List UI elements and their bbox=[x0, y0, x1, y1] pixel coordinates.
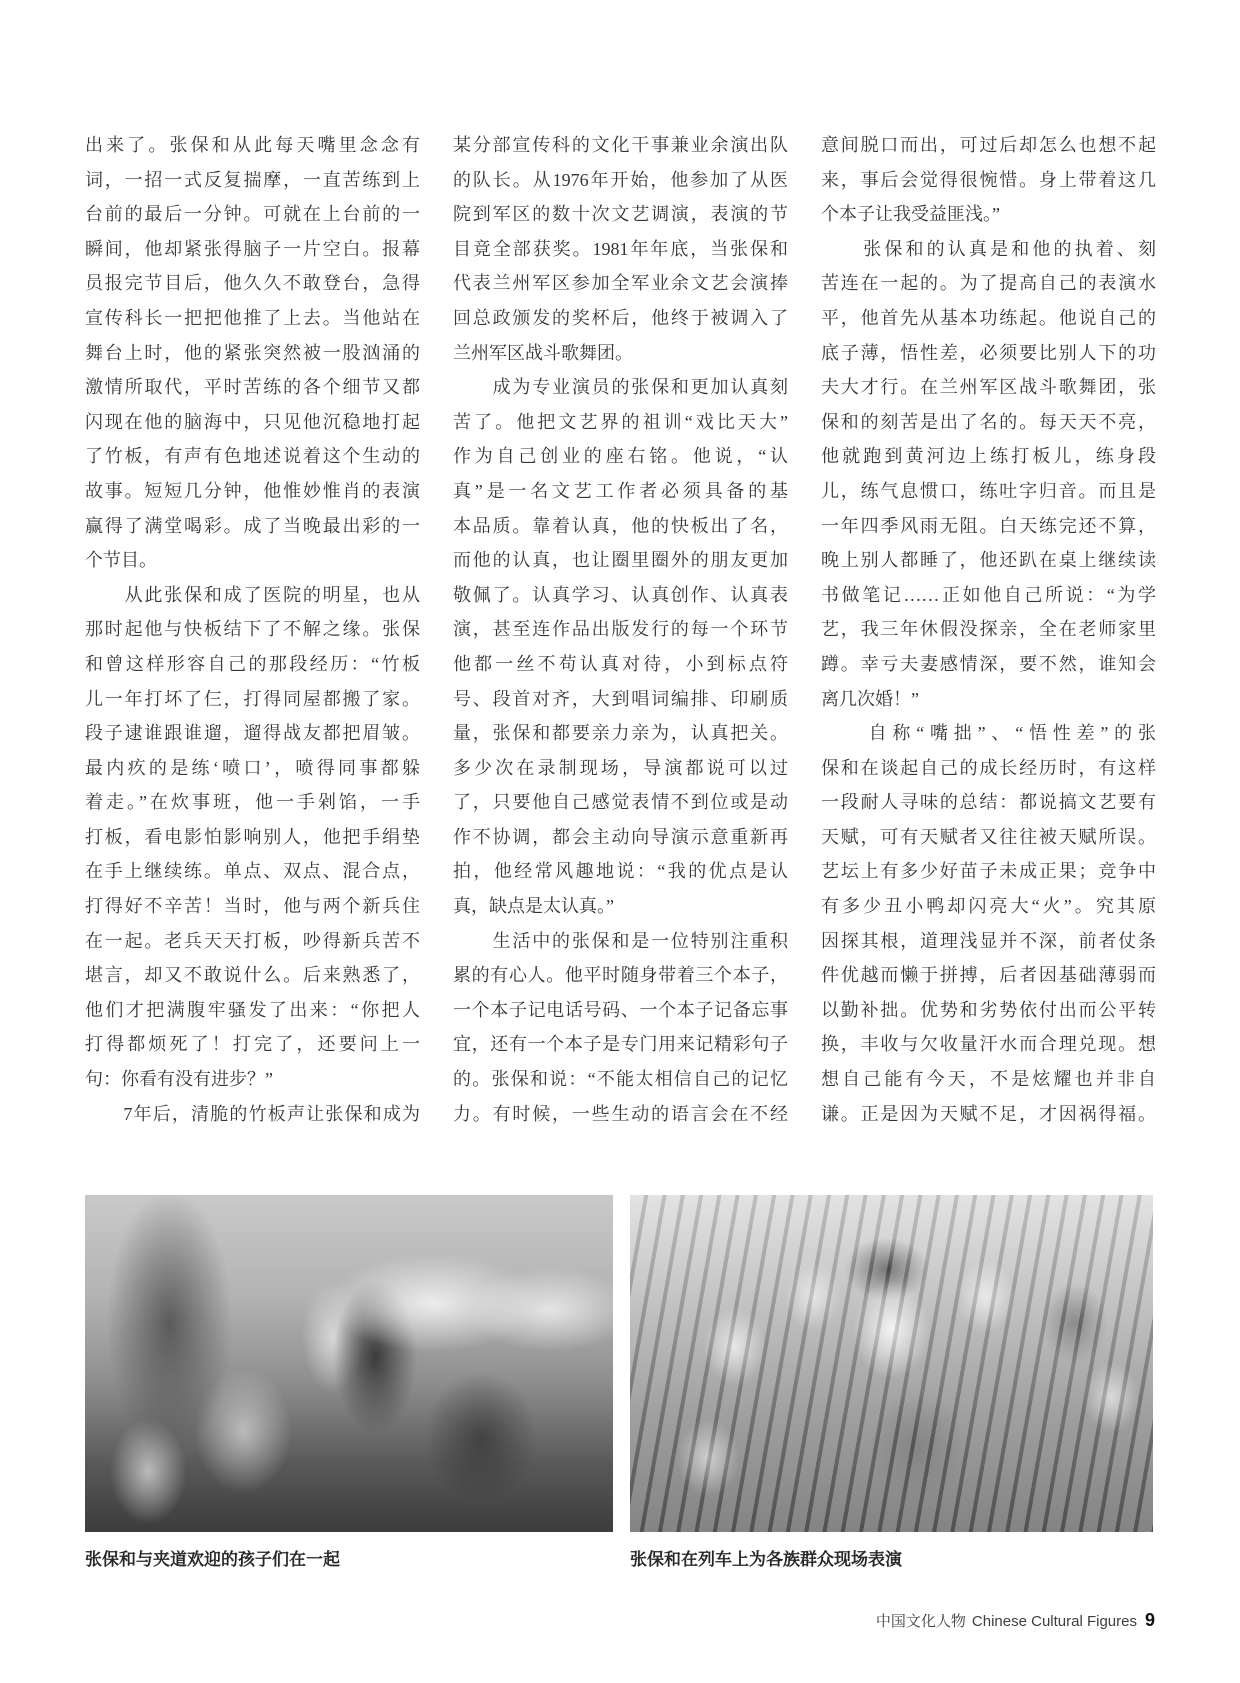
photo-caption-left: 张保和与夹道欢迎的孩子们在一起 bbox=[85, 1550, 340, 1569]
text-line: 那时起他与快板结下了不解之缘。张保 bbox=[85, 619, 420, 640]
page-footer bbox=[876, 1610, 1155, 1631]
text-line: 号、段首对齐，大到唱词编排、印刷质 bbox=[453, 688, 788, 709]
text-line: 院到军区的数十次文艺调演，表演的节 bbox=[453, 204, 788, 225]
text-line: 作不协调，都会主动向导演示意重新再 bbox=[453, 826, 788, 847]
text-line: 出来了。张保和从此每天嘴里念念有 bbox=[85, 135, 420, 155]
text-line: 一年四季风雨无阻。白天练完还不算， bbox=[821, 515, 1156, 536]
text-line: 儿，练气息惯口，练吐字归音。而且是 bbox=[821, 480, 1156, 501]
text-line: 本品质。靠着认真，他的快板出了名， bbox=[453, 515, 788, 536]
text-line: 书做笔记……正如他自己所说：“为学 bbox=[821, 584, 1156, 605]
text-line: 自称“嘴拙”、“悟性差”的张 bbox=[821, 723, 1156, 744]
text-line: 真，缺点是太认真。” bbox=[453, 896, 614, 917]
text-line: 的。张保和说：“不能太相信自己的记忆 bbox=[453, 1069, 788, 1090]
text-line: 而他的认真，也让圈里圈外的朋友更加 bbox=[453, 550, 788, 571]
journal-name-cn: 中国文化人物 bbox=[875, 1613, 966, 1630]
photo-children-welcome bbox=[85, 1195, 613, 1532]
text-line: 拍，他经常风趣地说：“我的优点是认 bbox=[453, 861, 788, 882]
text-line: 保和在谈起自己的成长经历时，有这样 bbox=[821, 757, 1156, 778]
text-line: 宜，还有一个本子是专门用来记精彩句子 bbox=[453, 1034, 788, 1055]
text-line: 他就跑到黄河边上练打板儿，练身段 bbox=[821, 446, 1156, 467]
text-line: 最内疚的是练‘喷口’，喷得同事都躲 bbox=[85, 757, 420, 778]
text-line: 苦了。他把文艺界的祖训“戏比天大” bbox=[453, 411, 788, 432]
text-line: 件优越而懒于拼搏，后者因基础薄弱而 bbox=[821, 965, 1156, 986]
text-line: 平，他首先从基本功练起。他说自己的 bbox=[821, 307, 1156, 328]
text-line: 故事。短短几分钟，他惟妙惟肖的表演 bbox=[85, 480, 420, 501]
text-line: 在手上继续练。单点、双点、混合点， bbox=[85, 861, 420, 882]
text-line: 底子薄，悟性差，必须要比别人下的功 bbox=[821, 342, 1156, 363]
text-line: 激情所取代，平时苦练的各个细节又都 bbox=[85, 377, 420, 398]
text-line: 想自己能有今天，不是炫耀也并非自 bbox=[821, 1069, 1156, 1090]
photo-caption-right: 张保和在列车上为各族群众现场表演 bbox=[630, 1550, 902, 1569]
text-line: 在一起。老兵天天打板，吵得新兵苦不 bbox=[85, 930, 420, 951]
text-line: 一段耐人寻味的总结：都说搞文艺要有 bbox=[821, 792, 1156, 813]
text-line: 意间脱口而出，可过后却怎么也想不起 bbox=[821, 135, 1156, 155]
text-line: 有多少丑小鸭却闪亮大“火”。究其原 bbox=[821, 896, 1156, 917]
text-line: 闪现在他的脑海中，只见他沉稳地打起 bbox=[85, 411, 420, 432]
text-line: 某分部宣传科的文化干事兼业余演出队 bbox=[453, 135, 788, 155]
photo-train-performance bbox=[630, 1195, 1153, 1532]
text-line: 了竹板，有声有色地述说着这个生动的 bbox=[85, 446, 420, 467]
text-line: 打板，看电影怕影响别人，他把手绢垫 bbox=[85, 826, 420, 847]
text-line: 演，甚至连作品出版发行的每一个环节 bbox=[453, 619, 788, 640]
text-line: 个节目。 bbox=[85, 550, 157, 571]
text-line: 换，丰收与欠收量汗水而合理兑现。想 bbox=[821, 1034, 1156, 1055]
text-line: 代表兰州军区参加全军业余文艺会演捧 bbox=[453, 273, 788, 294]
text-line: 一个本子记电话号码、一个本子记备忘事 bbox=[453, 999, 788, 1020]
text-line: 张保和的认真是和他的执着、刻 bbox=[821, 238, 1156, 259]
text-line: 个本子让我受益匪浅。” bbox=[821, 204, 1000, 225]
text-line: 打得都烦死了！打完了，还要问上一 bbox=[85, 1034, 420, 1055]
text-line: 累的有心人。他平时随身带着三个本子， bbox=[453, 965, 788, 986]
text-line: 因探其根，道理浅显并不深，前者仗条 bbox=[821, 930, 1156, 951]
text-column-3 bbox=[821, 128, 1156, 1131]
text-line: 段子逮谁跟谁遛，遛得战友都把眉皱。 bbox=[85, 723, 420, 744]
text-line: 着走。”在炊事班，他一手剁馅，一手 bbox=[85, 792, 420, 813]
text-line: 从此张保和成了医院的明星，也从 bbox=[85, 584, 420, 605]
text-line: 舞台上时，他的紧张突然被一股汹涌的 bbox=[85, 342, 420, 363]
text-line: 艺，我三年休假没探亲，全在老师家里 bbox=[821, 619, 1156, 640]
text-line: 成为专业演员的张保和更加认真刻 bbox=[453, 377, 788, 398]
text-line: 台前的最后一分钟。可就在上台前的一 bbox=[85, 204, 420, 225]
article-text bbox=[85, 128, 1156, 1131]
text-line: 以勤补拙。优势和劣势依付出而公平转 bbox=[821, 999, 1156, 1020]
text-line: 的队长。从1976年开始，他参加了从医 bbox=[453, 169, 788, 190]
text-line: 真”是一名文艺工作者必须具备的基 bbox=[453, 480, 788, 501]
text-line: 苦连在一起的。为了提高自己的表演水 bbox=[821, 273, 1156, 294]
text-line: 员报完节目后，他久久不敢登台，急得 bbox=[85, 273, 420, 294]
text-line: 晚上别人都睡了，他还趴在桌上继续读 bbox=[821, 550, 1156, 571]
text-line: 他都一丝不苟认真对待，小到标点符 bbox=[453, 653, 788, 674]
text-line: 瞬间，他却紧张得脑子一片空白。报幕 bbox=[85, 238, 420, 259]
text-line: 儿一年打坏了仨，打得同屋都搬了家。 bbox=[85, 688, 420, 709]
page-number: 9 bbox=[1144, 1610, 1155, 1630]
text-line: 量，张保和都要亲力亲为，认真把关。 bbox=[453, 723, 788, 744]
text-line: 天赋，可有天赋者又往往被天赋所误。 bbox=[821, 826, 1156, 847]
figure-train-performance bbox=[630, 1195, 1153, 1570]
text-line: 离几次婚！” bbox=[821, 688, 919, 709]
text-line: 目竟全部获奖。1981年年底，当张保和 bbox=[453, 238, 788, 259]
text-line: 赢得了满堂喝彩。成了当晚最出彩的一 bbox=[85, 515, 420, 536]
journal-name-en: Chinese Cultural Figures bbox=[971, 1613, 1137, 1630]
figure-children-welcome bbox=[85, 1195, 613, 1570]
text-column-2 bbox=[453, 128, 788, 1131]
text-line: 作为自己创业的座右铭。他说，“认 bbox=[453, 446, 788, 467]
text-column-1 bbox=[85, 128, 420, 1131]
text-line: 多少次在录制现场，导演都说可以过 bbox=[453, 757, 788, 778]
text-line: 宣传科长一把把他推了上去。当他站在 bbox=[85, 307, 420, 328]
text-line: 保和的刻苦是出了名的。每天天不亮， bbox=[821, 411, 1156, 432]
text-line: 打得好不辛苦！当时，他与两个新兵住 bbox=[85, 896, 420, 917]
text-line: 句：你看有没有进步？” bbox=[85, 1069, 273, 1090]
text-line: 夫大才行。在兰州军区战斗歌舞团，张 bbox=[821, 377, 1156, 398]
text-line: 他们才把满腹牢骚发了出来：“你把人 bbox=[85, 999, 420, 1020]
text-line: 生活中的张保和是一位特别注重积 bbox=[453, 930, 788, 951]
text-line: 敬佩了。认真学习、认真创作、认真表 bbox=[453, 584, 788, 605]
text-line: 7年后，清脆的竹板声让张保和成为 bbox=[85, 1103, 420, 1124]
text-line: 和曾这样形容自己的那段经历：“竹板 bbox=[85, 653, 420, 674]
text-line: 词，一招一式反复揣摩，一直苦练到上 bbox=[85, 169, 420, 190]
text-line: 回总政颁发的奖杯后，他终于被调入了 bbox=[453, 307, 788, 328]
text-line: 了，只要他自己感觉表情不到位或是动 bbox=[453, 792, 788, 813]
text-line: 来，事后会觉得很惋惜。身上带着这几 bbox=[821, 169, 1156, 190]
text-line: 堪言，却又不敢说什么。后来熟悉了， bbox=[85, 965, 420, 986]
text-line: 谦。正是因为天赋不足，才因祸得福。 bbox=[821, 1103, 1156, 1124]
text-line: 蹲。幸亏夫妻感情深，要不然，谁知会 bbox=[821, 653, 1156, 674]
text-line: 力。有时候，一些生动的语言会在不经 bbox=[453, 1103, 788, 1124]
text-line: 艺坛上有多少好苗子未成正果；竞争中 bbox=[821, 861, 1156, 882]
text-line: 兰州军区战斗歌舞团。 bbox=[453, 342, 633, 363]
